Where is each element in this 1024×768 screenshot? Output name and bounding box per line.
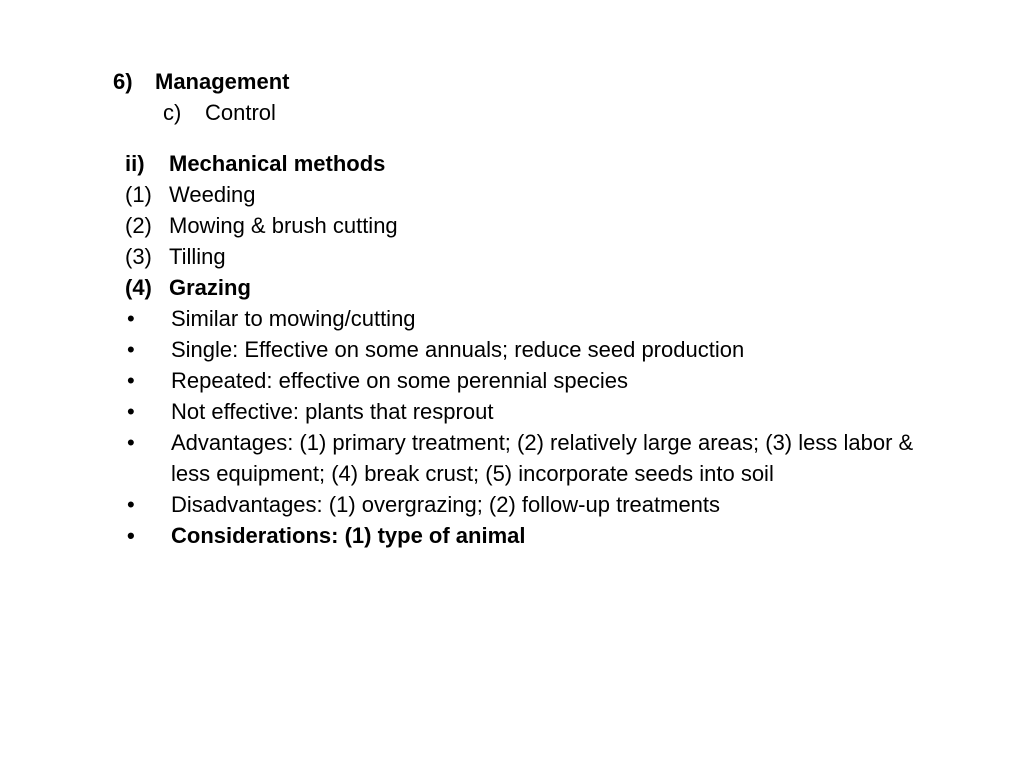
list-item: [125, 179, 955, 210]
bullet-icon: •: [127, 399, 135, 424]
list-item: [125, 241, 955, 272]
list-item: [125, 148, 955, 179]
subsection-heading: [163, 97, 276, 128]
list-item-text: Not effective: plants that resprout: [171, 399, 494, 424]
subsection-title: Control: [205, 100, 276, 125]
content-list: [125, 148, 955, 551]
list-marker: (4): [125, 275, 152, 300]
bullet-icon: •: [127, 523, 135, 548]
bullet-icon: •: [127, 430, 135, 455]
list-marker: (3): [125, 244, 152, 269]
list-item: [125, 272, 955, 303]
list-item-text: Grazing: [169, 275, 251, 300]
bullet-icon: •: [127, 306, 135, 331]
bullet-icon: •: [127, 492, 135, 517]
bullet-item: [125, 427, 955, 489]
list-item-text: Weeding: [169, 182, 256, 207]
bullet-item: [125, 396, 955, 427]
section-heading: [113, 66, 289, 97]
bullet-icon: •: [127, 368, 135, 393]
list-marker: (2): [125, 213, 152, 238]
list-item-text: Mowing & brush cutting: [169, 213, 398, 238]
subsection-number: c): [163, 100, 182, 125]
list-item-text: Tilling: [169, 244, 226, 269]
bullet-item: [125, 334, 955, 365]
bullet-item: [125, 489, 955, 520]
list-item-text: Single: Effective on some annuals; reduce seed production: [171, 337, 745, 362]
list-item-text: Repeated: effective on some perennial species: [171, 368, 628, 393]
bullet-item: [125, 520, 955, 551]
list-marker: ii): [125, 151, 145, 176]
list-item: [125, 210, 955, 241]
bullet-item: [125, 365, 955, 396]
list-item-text: Advantages: (1) primary treatment; (2) relatively large areas; (3) less labor & less equipment; (4) break crust; (5) incorporate seeds into soil: [171, 430, 914, 486]
section-title: Management: [155, 69, 290, 94]
list-item-text: Mechanical methods: [169, 151, 386, 176]
list-item-text: Disadvantages: (1) overgrazing; (2) follow-up treatments: [171, 492, 721, 517]
list-marker: (1): [125, 182, 152, 207]
list-item-text: Similar to mowing/cutting: [171, 306, 416, 331]
section-number: 6): [113, 69, 133, 94]
list-item-text: Considerations: (1) type of animal: [171, 523, 526, 548]
bullet-icon: •: [127, 337, 135, 362]
bullet-item: [125, 303, 955, 334]
